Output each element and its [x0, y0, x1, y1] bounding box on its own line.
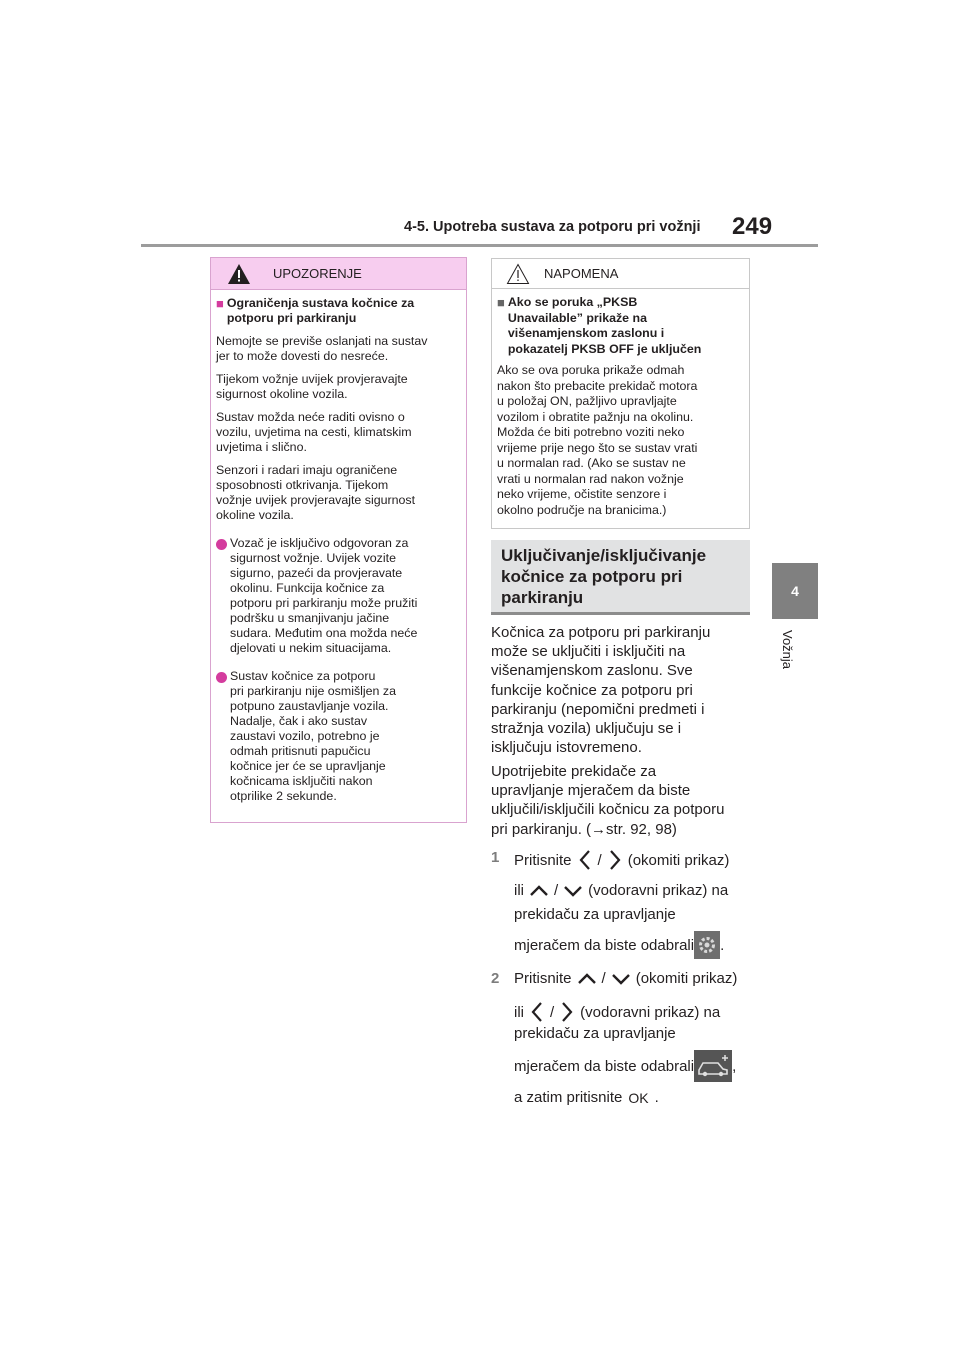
step-2: 2 Pritisnite / (okomiti prikaz) ili / (vodoravni prikaz) na prekidaču za upravljanje mjeračem da biste odabrali , a zatim pritisnite OK .: [491, 970, 738, 1106]
warning-title: UPOZORENJE: [273, 266, 362, 281]
settings-icon: [694, 931, 720, 959]
section-heading: Uključivanje/isključivanje kočnice za potporu pri parkiranju: [491, 540, 750, 615]
round-bullet-icon: [216, 539, 227, 550]
section-paragraph: Kočnica za potporu pri parkiranju može se uključiti i isključiti na višenamjenskom zaslonu. Sve funkcije kočnice za potporu pri parkiranju (nepomični predmeti i stražnja vozila) uključuju se i isključuju istovremeno.: [491, 624, 711, 757]
chevron-up-icon: [528, 884, 550, 898]
notice-icon: [506, 263, 530, 285]
note-heading: ■ Ako se poruka „PKSB Unavailable” prikaže na višenamjenskom zaslonu i pokazatelj PKSB OFF je uključen: [497, 295, 702, 356]
chevron-right-icon: [608, 849, 622, 871]
step-1: 1 Pritisnite / (okomiti prikaz) ili / (vodoravni prikaz) na prekidaču za upravljanje mjeračem da biste odabrali .: [491, 849, 761, 964]
chevron-left-icon: [578, 849, 592, 871]
warning-paragraph: Senzori i radari imaju ograničene sposobnosti otkrivanja. Tijekom vožnje uvijek provjeravajte sigurnost okoline vozila.: [216, 463, 416, 522]
warning-header: [211, 258, 466, 290]
chevron-down-icon: [562, 884, 584, 898]
warning-paragraph: Nemojte se previše oslanjati na sustav jer to može dovesti do nesreće.: [216, 334, 428, 363]
warning-paragraph: Tijekom vožnje uvijek provjeravajte sigurnost okoline vozila.: [216, 372, 408, 401]
header-divider: [141, 244, 818, 247]
warning-paragraph: Sustav možda neće raditi ovisno o vozilu, uvjetima na cesti, klimatskim uvjetima i slično.: [216, 410, 412, 454]
heading-line: potporu pri parkiranju: [226, 311, 357, 325]
driving-assist-icon: [694, 1050, 732, 1082]
chevron-down-icon: [610, 972, 632, 986]
warning-box: [210, 257, 467, 823]
chevron-up-icon: [576, 972, 598, 986]
page-number: 249: [732, 213, 773, 240]
chevron-left-icon: [530, 1001, 544, 1023]
section-title: 4-5. Upotreba sustava za potporu pri vožnji: [404, 219, 701, 235]
step-number: 2: [491, 970, 500, 987]
square-bullet-icon: ■: [497, 295, 505, 310]
warning-bullet: Sustav kočnice za potporu pri parkiranju nije osmišljen za potpuno zaustavljanje vozila. Nadalje, čak i ako sustav zaustavi vozilo, potrebno je odmah pritisnuti papučicu kočnice jer će se upravljanje kočnicama isključiti nakon otprilike 2 sekunde.: [216, 669, 462, 804]
warning-bullet: Vozač je isključivo odgovoran za sigurnost vožnje. Uvijek vozite sigurno, pazeći da provjeravate okolinu. Funkcija kočnice za potporu pri parkiranju može pružiti podršku u smanjivanju jačine sudara. Međutim ona možda neće djelovati u nekim situacijama.: [216, 536, 462, 656]
note-paragraph: Ako se ova poruka prikaže odmah nakon što prebacite prekidač motora u položaj ON, pažljivo upravljajte vozilom i obratite pažnju na okolinu. Možda će biti potrebno voziti neko vrijeme prije nego što se sustav vrati u normalan rad. (Ako se sustav ne vrati u normalan rad nakon vožnje neko vrijeme, očistite senzore i okolno područje na branicima.): [497, 363, 698, 517]
note-box: [491, 258, 750, 529]
round-bullet-icon: [216, 672, 227, 683]
section-paragraph: Upotrijebite prekidače za upravljanje mjeračem da biste uključili/isključili kočnicu za potporu pri parkiranju. (→str. 92, 98): [491, 763, 725, 838]
step-number: 1: [491, 849, 500, 866]
chapter-label: Vožnja: [780, 630, 795, 670]
note-header: [492, 259, 749, 289]
warning-icon: [227, 263, 251, 285]
chapter-tab: 4: [772, 563, 818, 619]
ok-button-icon: OK: [628, 1089, 649, 1106]
square-bullet-icon: ■: [216, 296, 224, 311]
chevron-right-icon: [560, 1001, 574, 1023]
warning-heading: [216, 296, 462, 326]
heading-line: Ograničenja sustava kočnice za: [226, 296, 415, 310]
note-title: NAPOMENA: [544, 266, 619, 281]
